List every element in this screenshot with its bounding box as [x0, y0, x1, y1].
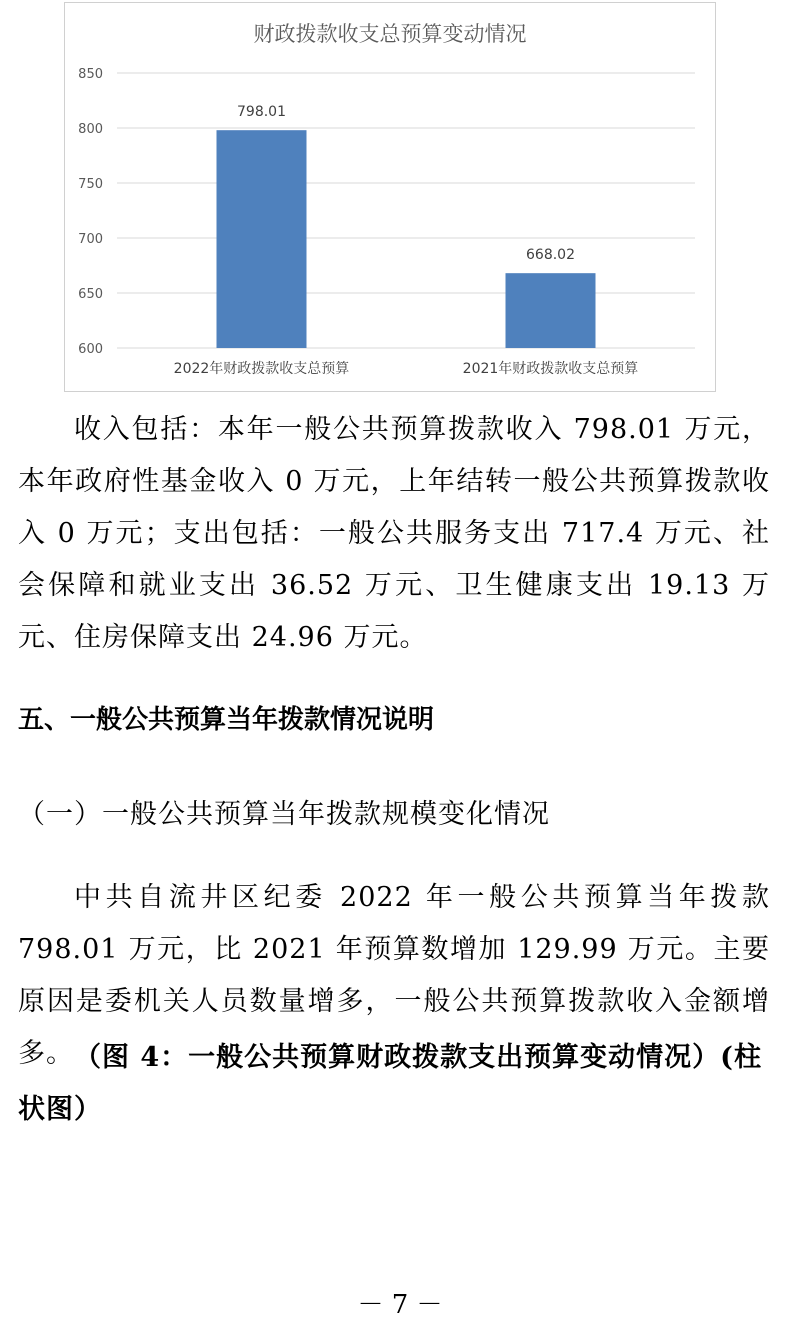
y-tick-label: 850 — [78, 67, 103, 82]
page-number: － 7 － — [357, 1290, 443, 1320]
section-heading: 五、一般公共预算当年拨款情况说明 — [18, 705, 435, 735]
x-tick-label: 2021年财政拨款收支总预算 — [462, 361, 639, 377]
y-tick-label: 600 — [78, 342, 103, 357]
paragraph-income-expense: 收入包括：本年一般公共预算拨款收入 798.01 万元，本年政府性基金收入 0 万元，上年结转一般公共预算拨款收入 0 万元；支出包括：一般公共服务支出 717.4 万元、社会保障和就业支出 36.52 万元、卫生健康支出 19.13 万元、住房保障支出 24.96 万元。 — [18, 414, 770, 653]
bar — [506, 273, 596, 348]
y-tick-label: 650 — [78, 287, 103, 302]
y-tick-label: 800 — [78, 122, 103, 137]
paragraph-scale-change: 中共自流井区纪委 2022 年一般公共预算当年拨款 798.01 万元，比 2021 年预算数增加 129.99 万元。主要原因是委机关人员数量增多，一般公共预算拨款收入金额增多。 — [18, 882, 770, 1069]
subsection-heading: （一）一般公共预算当年拨款规模变化情况 — [18, 799, 550, 830]
bar-data-label: 668.02 — [526, 247, 575, 264]
figure-caption: （图 4：一般公共预算财政拨款支出预算变动情况）(柱状图） — [18, 1042, 762, 1125]
y-tick-label: 700 — [78, 232, 103, 247]
y-tick-label: 750 — [78, 177, 103, 192]
bar — [217, 130, 307, 348]
bar-data-label: 798.01 — [237, 104, 286, 121]
budget-chart — [64, 2, 716, 392]
x-tick-label: 2022年财政拨款收支总预算 — [173, 361, 350, 377]
chart-title: 财政拨款收支总预算变动情况 — [253, 22, 527, 46]
chart-svg — [65, 3, 715, 391]
